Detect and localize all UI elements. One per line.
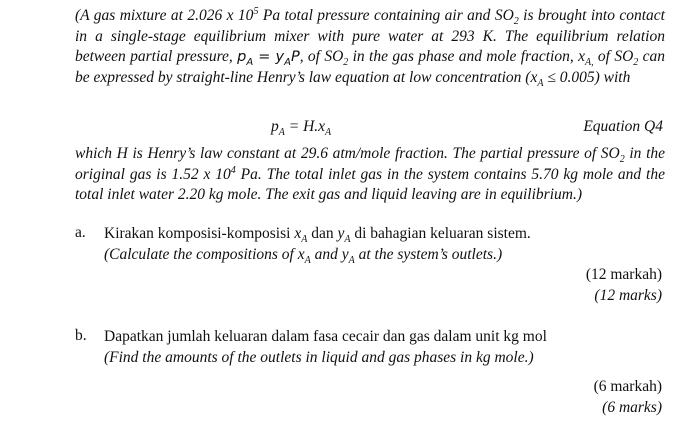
marks-malay: (6 markah) <box>593 378 662 395</box>
problem-continuation: which H is Henry’s law constant at 29.6 atm/mole fraction. The partial pressure of $SO_2$ in the original gas is 1.52 x $10^4$ Pa. The total inlet gas in the system contains 5.70 kg mole and the total inlet water 2.20 kg mole. The exit gas and liquid leaving are in equilibrium.) <box>75 145 666 204</box>
question-a-malay: Kirakan komposisi-komposisi $x_A$ dan $y_A$ di bahagian keluaran sistem. <box>104 225 531 246</box>
question-a-text <box>104 224 674 265</box>
question-a-letter: a. <box>75 224 86 241</box>
question-a-marks <box>586 264 662 306</box>
question-b-english: (Find the amounts of the outlets in liquid and gas phases in kg mole.) <box>104 348 534 366</box>
question-b-marks <box>594 376 662 418</box>
question-b-text <box>104 327 674 368</box>
question-a-english: (Calculate the compositions of $x_A$ and $y_A$ at the system’s outlets.) <box>104 245 503 266</box>
marks-english: (6 marks) <box>602 399 662 416</box>
problem-intro: (A gas mixture at 2.026 x $10^5$ Pa total pressure containing air and $SO_2$ is brought into contact in a single-stage equilibrium mixer with pure water at 293 K. The equilibrium relation between partial pressure, $p_A = y_AP$, of $SO_2$ in the gas phase and mole fraction, $x_{A,}$ of $SO_2$ can be expressed by straight-line Henry’s law equation at low concentration $(x_A \le 0.005)$ with <box>75 5 666 89</box>
inline-equation: $p_A = y_AP$ <box>237 49 300 69</box>
equation-label: Equation Q4 <box>583 118 663 135</box>
marks-english: (12 marks) <box>594 287 662 304</box>
marks-malay: (12 markah) <box>585 266 662 283</box>
henry-law-equation: $p_A = H.x_A$ <box>271 118 332 139</box>
question-b-letter: b. <box>75 327 87 344</box>
question-b-malay: Dapatkan jumlah keluaran dalam fasa cecair dan gas dalam unit kg mol <box>104 328 547 345</box>
